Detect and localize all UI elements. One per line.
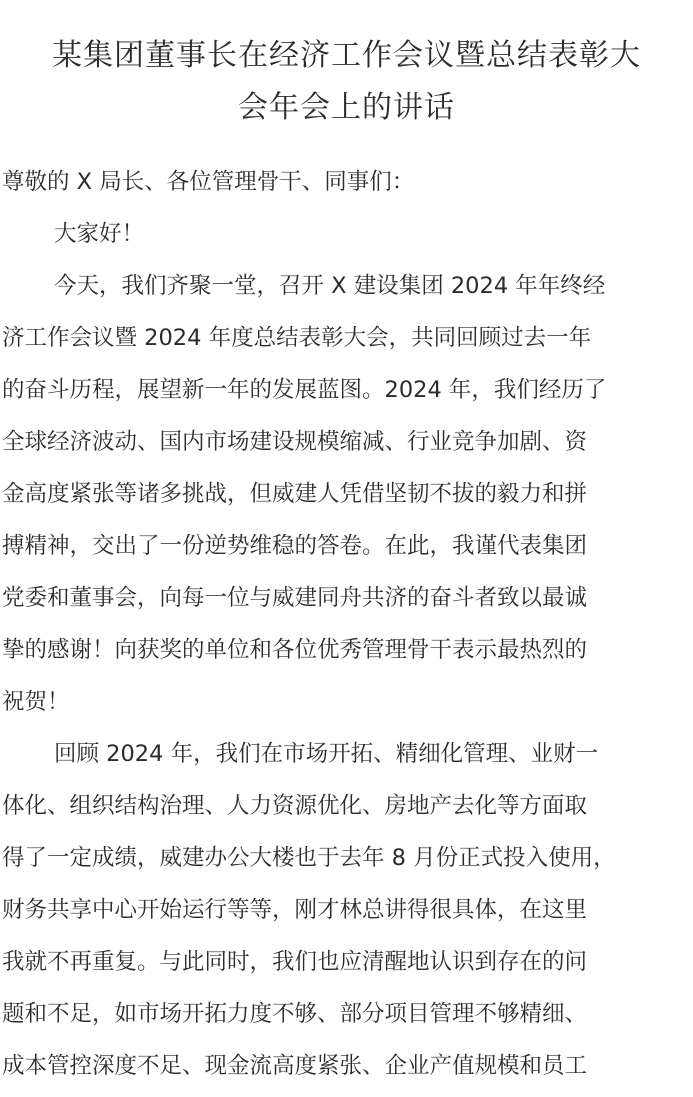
paragraph-line: 今天，我们齐聚一堂，召开 X 建设集团 2024 年年终经: [54, 273, 606, 299]
paragraph-line: 金高度紧张等诸多挑战，但威建人凭借坚韧不拔的毅力和拼: [2, 481, 588, 507]
greeting: 大家好！: [54, 221, 145, 247]
title-line-2: 会年会上的讲话: [238, 90, 455, 125]
paragraph-line: 题和不足，如市场开拓力度不够、部分项目管理不够精细、: [2, 1001, 588, 1027]
paragraph-1: [2, 260, 693, 728]
salutation: 尊敬的 X 局长、各位管理骨干、同事们：: [2, 169, 415, 195]
paragraph-line: 的奋斗历程，展望新一年的发展蓝图。2024 年，我们经历了: [2, 377, 607, 403]
title-line-1: 某集团董事长在经济工作会议暨总结表彰大: [52, 38, 641, 73]
paragraph-line: 济工作会议暨 2024 年度总结表彰大会，共同回顾过去一年: [2, 325, 592, 351]
paragraph-line: 搏精神，交出了一份逆势维稳的答卷。在此，我谨代表集团: [2, 533, 588, 559]
document-title: [0, 0, 693, 134]
paragraph-line: 祝贺！: [2, 689, 70, 715]
paragraph-line: 挚的感谢！向获奖的单位和各位优秀管理骨干表示最热烈的: [2, 637, 588, 663]
paragraph-line: 党委和董事会，向每一位与威建同舟共济的奋斗者致以最诚: [2, 585, 588, 611]
paragraph-line: 我就不再重复。与此同时，我们也应清醒地认识到存在的问: [2, 949, 588, 975]
paragraph-line: 回顾 2024 年，我们在市场开拓、精细化管理、业财一: [54, 741, 599, 767]
paragraph-line: 得了一定成绩，威建办公大楼也于去年 8 月份正式投入使用，: [2, 845, 616, 871]
speech-body: [2, 156, 693, 1092]
paragraph-line: 全球经济波动、国内市场建设规模缩减、行业竞争加剧、资: [2, 429, 588, 455]
paragraph-line: 成本管控深度不足、现金流高度紧张、企业产值规模和员工: [2, 1053, 588, 1079]
paragraph-line: 财务共享中心开始运行等等，刚才林总讲得很具体，在这里: [2, 897, 588, 923]
paragraph-2: [2, 728, 693, 1092]
paragraph-line: 体化、组织结构治理、人力资源优化、房地产去化等方面取: [2, 793, 588, 819]
